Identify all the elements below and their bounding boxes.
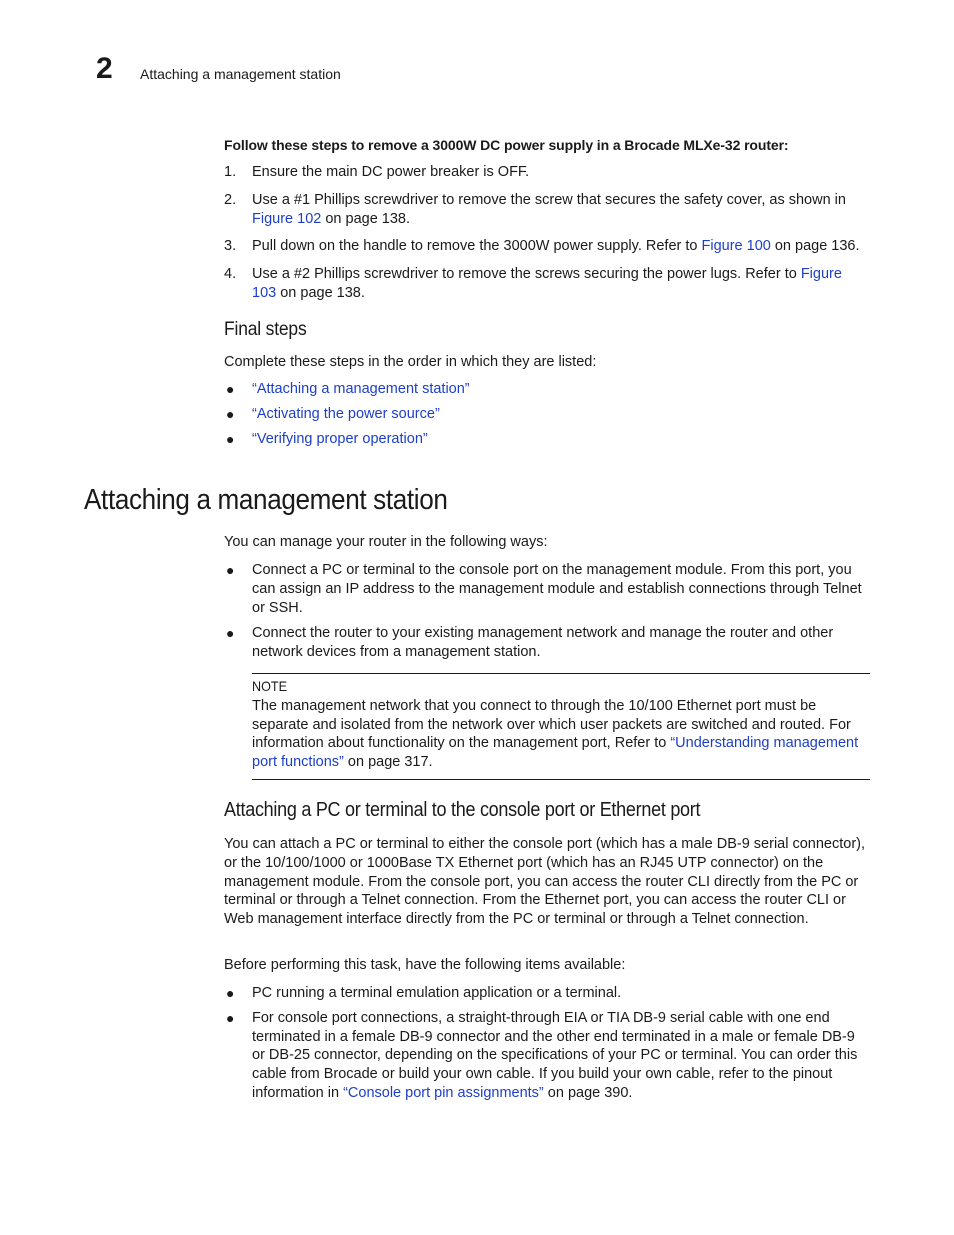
- step-number: 4.: [224, 266, 237, 283]
- step-text-suffix: on page 136.: [770, 238, 860, 255]
- list-item-suffix: on page 390.: [543, 1084, 633, 1101]
- step-text: Use a #2 Phillips screwdriver to remove the screws securing the power lugs. Refer to: [252, 266, 801, 283]
- step-text: Pull down on the handle to remove the 3000W power supply. Refer to: [252, 238, 702, 255]
- note-box: [252, 673, 870, 780]
- removal-intro: Follow these steps to remove a 3000W DC power supply in a Brocade MLXe-32 router:: [224, 137, 789, 153]
- figure-103-link[interactable]: Figure 103: [252, 266, 842, 301]
- management-ways-list: [224, 561, 870, 662]
- items-available-list: [224, 984, 870, 1103]
- bullet-icon: ●: [226, 985, 235, 1001]
- step-item: [224, 237, 870, 256]
- list-item-text: Connect the router to your existing management network and manage the router and other network devices from a management station.: [252, 625, 834, 661]
- step-text: Use a #1 Phillips screwdriver to remove the screw that secures the safety cover, as shown in: [252, 191, 846, 208]
- running-header-title: Attaching a management station: [140, 66, 341, 82]
- link-verifying-proper-operation[interactable]: “Verifying proper operation”: [252, 430, 428, 447]
- list-item: [224, 984, 870, 1003]
- figure-100-link[interactable]: Figure 100: [701, 238, 771, 255]
- chapter-number: 2: [96, 52, 113, 85]
- items-available-intro: Before performing this task, have the following items available:: [224, 957, 626, 973]
- step-item: [224, 163, 870, 182]
- final-steps-list: [224, 380, 870, 448]
- list-item: [224, 1009, 870, 1103]
- console-port-pin-assignments-link[interactable]: “Console port pin assignments”: [343, 1084, 544, 1101]
- note-text: [252, 697, 870, 772]
- removal-steps: [224, 163, 870, 312]
- list-item: [224, 380, 870, 399]
- note-label: NOTE: [252, 678, 288, 694]
- link-activating-power-source[interactable]: “Activating the power source”: [252, 405, 440, 422]
- subsection-heading: Attaching a PC or terminal to the console port or Ethernet port: [224, 799, 701, 821]
- step-text-suffix: on page 138.: [321, 210, 411, 227]
- link-attaching-management-station[interactable]: “Attaching a management station”: [252, 381, 470, 397]
- section-heading: Attaching a management station: [84, 484, 448, 516]
- bullet-icon: ●: [226, 405, 235, 422]
- step-text-suffix: on page 138.: [276, 284, 365, 301]
- figure-102-link[interactable]: Figure 102: [252, 210, 322, 227]
- note-suffix: on page 317.: [343, 754, 433, 771]
- bullet-icon: ●: [226, 1009, 235, 1026]
- step-item: [224, 191, 870, 229]
- list-item: [224, 405, 870, 424]
- section-intro: You can manage your router in the following ways:: [224, 534, 548, 550]
- subsection-paragraph: You can attach a PC or terminal to either the console port (which has a male DB-9 serial connector), or the 10/100/1000 or 1000Base TX Ethernet port (which has an RJ45 UTP connector) on the management module. From the console port, you can access the router CLI directly from the PC or terminal or through a Telnet connection. From the Ethernet port, you can access the router CLI or Web management interface directly from the PC or terminal or through a Telnet connection.: [224, 836, 866, 928]
- bullet-icon: ●: [226, 430, 235, 447]
- list-item-text: For console port connections, a straight-through EIA or TIA DB-9 serial cable with one end terminated in a female DB-9 connector and the other end terminated in a male or female DB-9 or DB-25 connector, depending on the specifications of your PC or terminal. You can order this cable from Brocade or build your own cable. If you build your own cable, refer to the pinout information in: [252, 1009, 858, 1101]
- bullet-icon: ●: [226, 562, 235, 578]
- note-body: The management network that you connect to through the 10/100 Ethernet port must be separate and isolated from the network over which user packets are switched and routed. For information about functionality on the management port, Refer to: [252, 697, 851, 752]
- list-item: [224, 561, 870, 617]
- step-number: 3.: [224, 238, 237, 255]
- understanding-management-port-link[interactable]: “Understanding management port functions”: [252, 735, 859, 771]
- list-item-text: PC running a terminal emulation application or a terminal.: [252, 985, 622, 1001]
- bullet-icon: ●: [226, 625, 235, 642]
- step-text: Ensure the main DC power breaker is OFF.: [252, 164, 530, 180]
- step-number: 1.: [224, 164, 237, 180]
- step-item: [224, 265, 870, 303]
- bullet-icon: ●: [226, 381, 235, 397]
- step-number: 2.: [224, 191, 237, 208]
- final-steps-intro: Complete these steps in the order in which they are listed:: [224, 354, 597, 370]
- list-item-text: Connect a PC or terminal to the console port on the management module. From this port, you can assign an IP address to the management module and establish connections through Telnet or SSH.: [252, 562, 862, 616]
- list-item: [224, 430, 870, 449]
- final-steps-heading: Final steps: [224, 319, 307, 340]
- list-item: [224, 624, 870, 662]
